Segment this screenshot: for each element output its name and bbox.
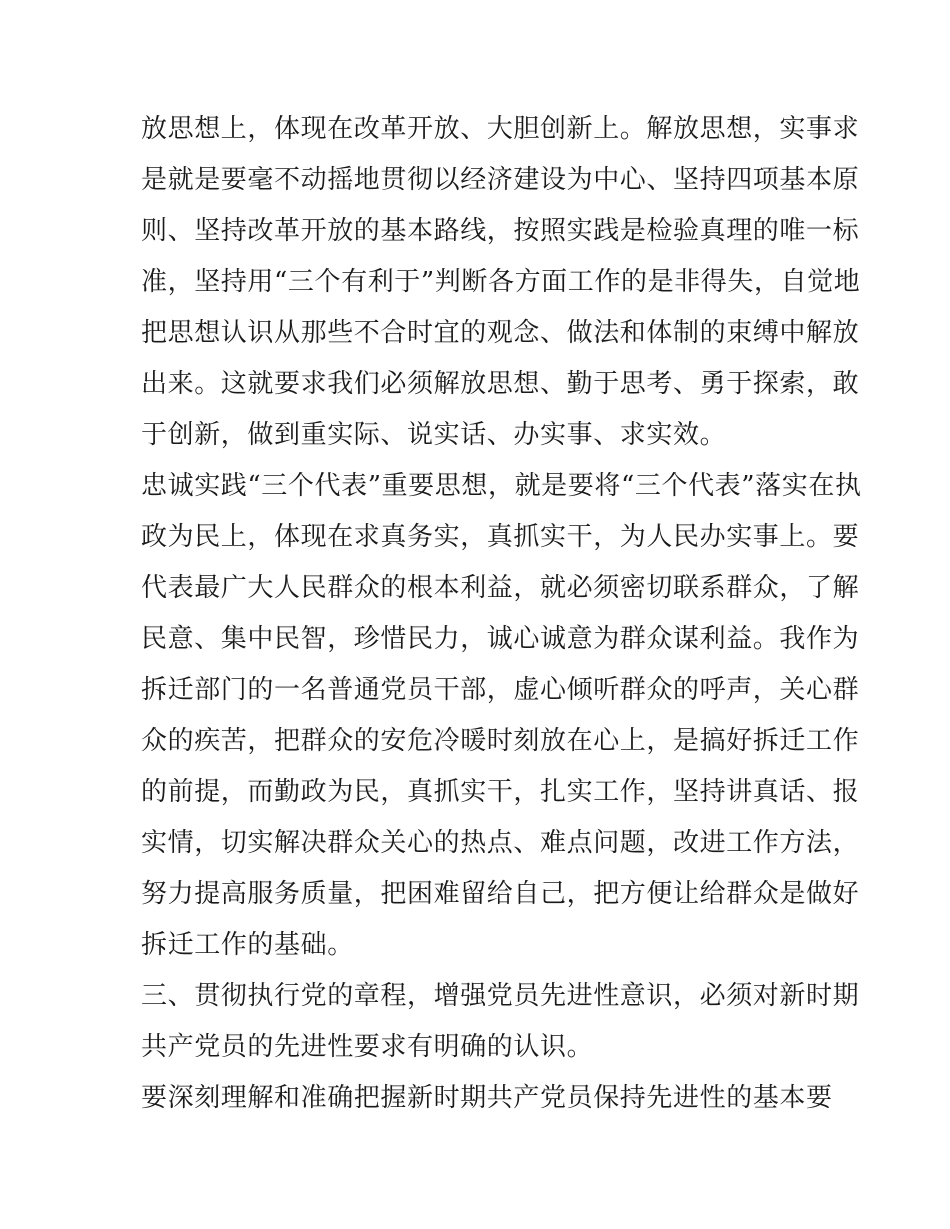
paragraph	[141, 461, 862, 971]
text-line: 则、坚持改革开放的基本路线，按照实践是检验真理的唯一标	[141, 216, 860, 246]
text-line: 共产党员的先进性要求有明确的认识。	[141, 1032, 594, 1062]
text-line: 三、贯彻执行党的章程，增强党员先进性意识，必须对新时期	[141, 981, 860, 1011]
text-line: 于创新，做到重实际、说实话、办实事、求实效。	[141, 420, 727, 450]
text-line: 要深刻理解和准确把握新时期共产党员保持先进性的基本要	[141, 1083, 833, 1113]
text-line: 拆迁工作的基础。	[141, 930, 354, 960]
body-text	[141, 104, 862, 1124]
paragraph	[141, 1073, 833, 1124]
text-line: 代表最广大人民群众的根本利益，就必须密切联系群众，了解	[141, 573, 860, 603]
text-line: 是就是要毫不动摇地贯彻以经济建设为中心、坚持四项基本原	[141, 165, 860, 195]
text-line: 拆迁部门的一名普通党员干部，虚心倾听群众的呼声，关心群	[141, 675, 860, 705]
text-line: 民意、集中民智，珍惜民力，诚心诚意为群众谋利益。我作为	[141, 624, 860, 654]
paragraph	[141, 104, 861, 461]
text-line: 把思想认识从那些不合时宜的观念、做法和体制的束缚中解放	[141, 318, 860, 348]
text-line: 出来。这就要求我们必须解放思想、勤于思考、勇于探索，敢	[141, 369, 860, 399]
text-line: 忠诚实践“三个代表”重要思想，就是要将“三个代表”落实在执	[141, 471, 862, 501]
text-line: 政为民上，体现在求真务实，真抓实干，为人民办实事上。要	[141, 522, 860, 552]
text-line: 实情，切实解决群众关心的热点、难点问题，改进工作方法，	[141, 828, 860, 858]
text-line: 的前提，而勤政为民，真抓实干，扎实工作，坚持讲真话、报	[141, 777, 860, 807]
text-line: 努力提高服务质量，把困难留给自己，把方便让给群众是做好	[141, 879, 860, 909]
section-heading-paragraph	[141, 971, 860, 1073]
text-line: 众的疾苦，把群众的安危冷暖时刻放在心上，是搞好拆迁工作	[141, 726, 860, 756]
text-line: 放思想上，体现在改革开放、大胆创新上。解放思想，实事求	[141, 114, 860, 144]
text-line: 准，坚持用“三个有利于”判断各方面工作的是非得失，自觉地	[141, 267, 861, 297]
